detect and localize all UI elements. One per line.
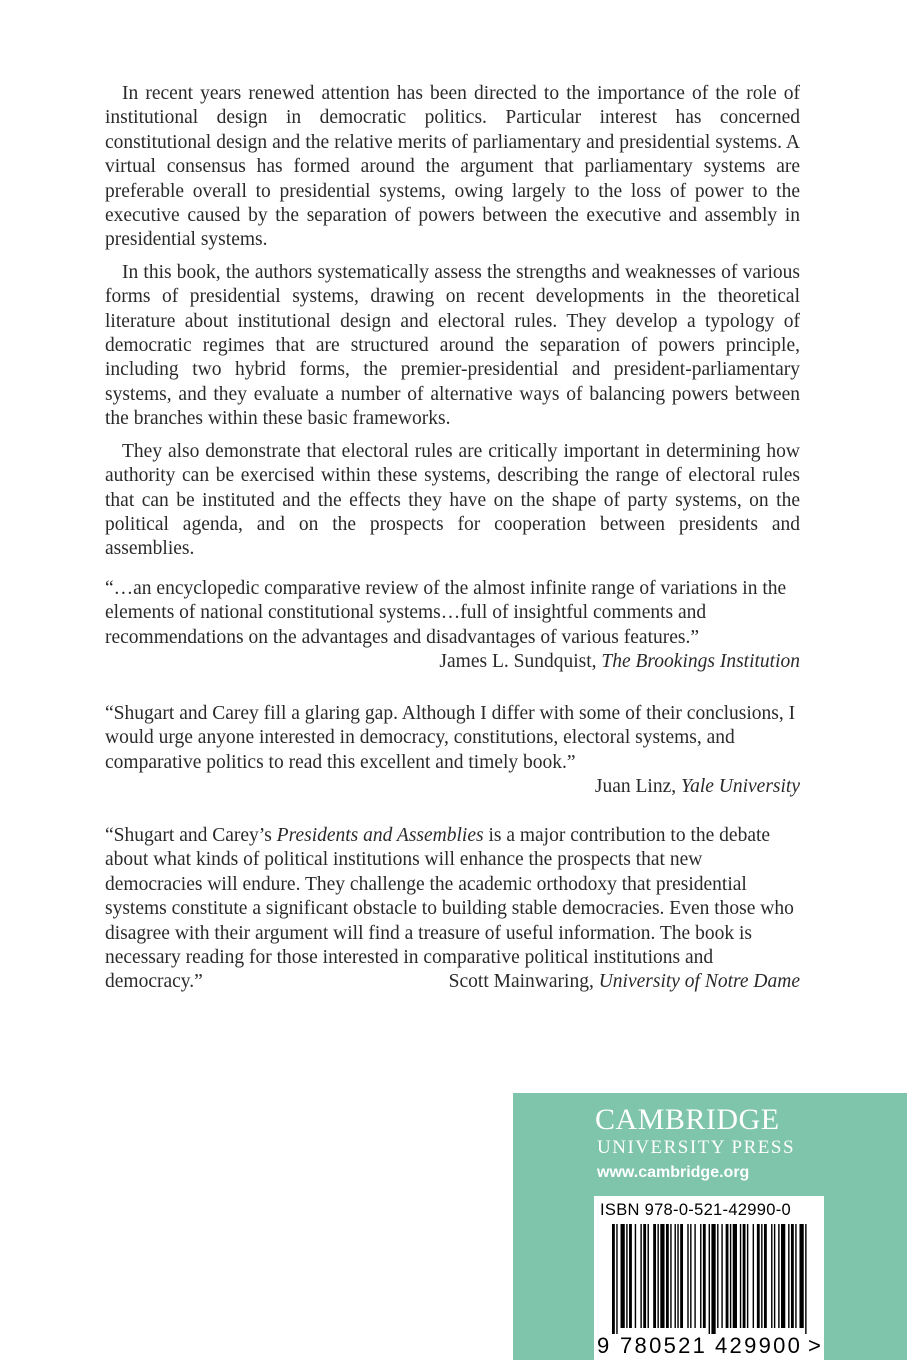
quote-text [105,824,800,995]
barcode-bar [616,1224,617,1334]
publisher-name: CAMBRIDGE [595,1103,780,1136]
quote-attribution [105,775,800,799]
quote-author: Scott Mainwaring, [448,971,594,993]
barcode-bar [726,1224,729,1328]
barcode-bar [747,1224,748,1328]
barcode-bar [778,1224,779,1328]
barcode-bar [680,1224,683,1328]
barcode-bar [795,1224,796,1328]
publisher-panel [513,1093,907,1360]
barcode-bar [643,1224,646,1328]
barcode-bar [805,1224,806,1334]
barcode-bar [674,1224,675,1328]
ean-tail-mark: > [808,1333,821,1358]
barcode-bar [700,1224,701,1328]
barcode-bar [666,1224,669,1328]
quote-attribution [105,650,800,674]
barcode-bar [788,1224,789,1328]
quote-author: Juan Linz, [594,776,677,798]
barcode-bar [774,1224,775,1328]
barcode-bar [743,1224,746,1328]
barcode-bar [733,1224,737,1328]
barcode-bars [612,1224,808,1334]
quote-affiliation: University of Notre Dame [598,971,800,993]
barcode-bar [757,1224,760,1328]
barcode-bar [771,1224,772,1328]
quote-affiliation: Yale University [681,776,800,798]
isbn-label: ISBN 978-0-521-42990-0 [600,1201,791,1219]
barcode-bar [694,1224,695,1328]
barcode-bar [711,1224,715,1334]
publisher-subtitle: UNIVERSITY PRESS [597,1137,796,1158]
quote-text-before: “Shugart and Carey’s [105,825,277,846]
barcode-bar [687,1224,688,1328]
barcode-bar [670,1224,671,1328]
barcode-bar [690,1224,691,1328]
barcode-bar [640,1224,641,1328]
barcode-bar [612,1224,615,1334]
ean-group-right: 429900 [715,1333,803,1358]
description-paragraph-1: In recent years renewed attention has been directed to the importance of the role of institutional design in democratic politics. Particular interest has concerned constitutional design and the relative merits of parliamentary and presidential systems. A virtual consensus has formed around the argument that parliamentary systems are preferable overall to presidential systems, owing largely to the loss of power to the executive caused by the separation of powers between the executive and assembly in presidential systems. [105,83,800,251]
quote-book-title: Presidents and Assemblies [276,825,484,846]
barcode-bar [721,1224,722,1328]
ean-digits [594,1333,824,1357]
quote-affiliation: The Brookings Institution [601,651,800,673]
quote-text: “Shugart and Carey fill a glaring gap. Although I differ with some of their conclusions, I would urge anyone interested in democracy, constitutions, electoral systems, and comparative politics to read this excellent and timely book.” [105,703,796,773]
barcode-bar [717,1224,718,1328]
publisher-url: www.cambridge.org [597,1164,750,1181]
quote-text-after: is a major contribution to the debate about what kinds of political institutions will enhance the prospects that new democracies will endure. They challenge the academic orthodoxy that presidential systems constitute a significant obstacle to building stable democracies. Even those who disagree with their argument will find a treasure of useful information. The book is necessary reading for those interested in comparative political institutions and democracy.” [105,825,794,993]
barcode-box [594,1196,824,1360]
barcode-bar [761,1224,762,1328]
description-paragraph-2: In this book, the authors systematically assess the strengths and weaknesses of various forms of presidential systems, drawing on recent developments in the theoretical literature about institutional design and electoral rules. They develop a typology of democratic regimes that are structured around the separation of powers principle, including two hybrid forms, the premier-presidential and president-parliamentary systems, and they evaluate a number of alternative ways of balancing powers between the branches within these basic frameworks. [105,261,800,430]
description-paragraph-3: They also demonstrate that electoral rules are critically important in determining how authority can be exercised within these systems, describing the range of electoral rules that can be instituted and the effects they have on the shape of party systems, on the political agenda, and on the prospects for cooperation between presidents and assemblies. [105,440,800,560]
barcode-bar [635,1224,636,1328]
barcode-bar [791,1224,794,1328]
quote-attribution [449,970,800,994]
barcode-bar [677,1224,678,1328]
barcode-bar [657,1224,658,1328]
barcode-bar [629,1224,632,1328]
book-description [105,82,800,570]
quote-text: “…an encyclopedic comparative review of the almost infinite range of variations in the elements of national constitutional systems…full of insightful comments and recommendations on the advantages and disadvantages of various features.” [105,578,787,648]
barcode-bar [730,1224,731,1328]
barcode-bar [621,1224,625,1328]
barcode-bar [648,1224,649,1328]
barcode-bar [703,1224,706,1328]
barcode-bar [626,1224,627,1328]
review-quote-linz [105,702,800,800]
barcode-bar [781,1224,785,1328]
quote-author: James L. Sundquist, [439,651,597,673]
barcode-bar [764,1224,767,1328]
barcode-bar [660,1224,664,1328]
ean-group-left: 780521 [620,1333,708,1358]
ean-first-digit: 9 [597,1333,610,1358]
review-quote-sundquist [105,577,800,675]
barcode-bar [799,1224,803,1328]
barcode-bar [709,1224,710,1334]
barcode-bar [653,1224,656,1328]
review-quote-mainwaring [105,824,800,995]
barcode-bar [753,1224,754,1328]
barcode-bar [740,1224,741,1328]
